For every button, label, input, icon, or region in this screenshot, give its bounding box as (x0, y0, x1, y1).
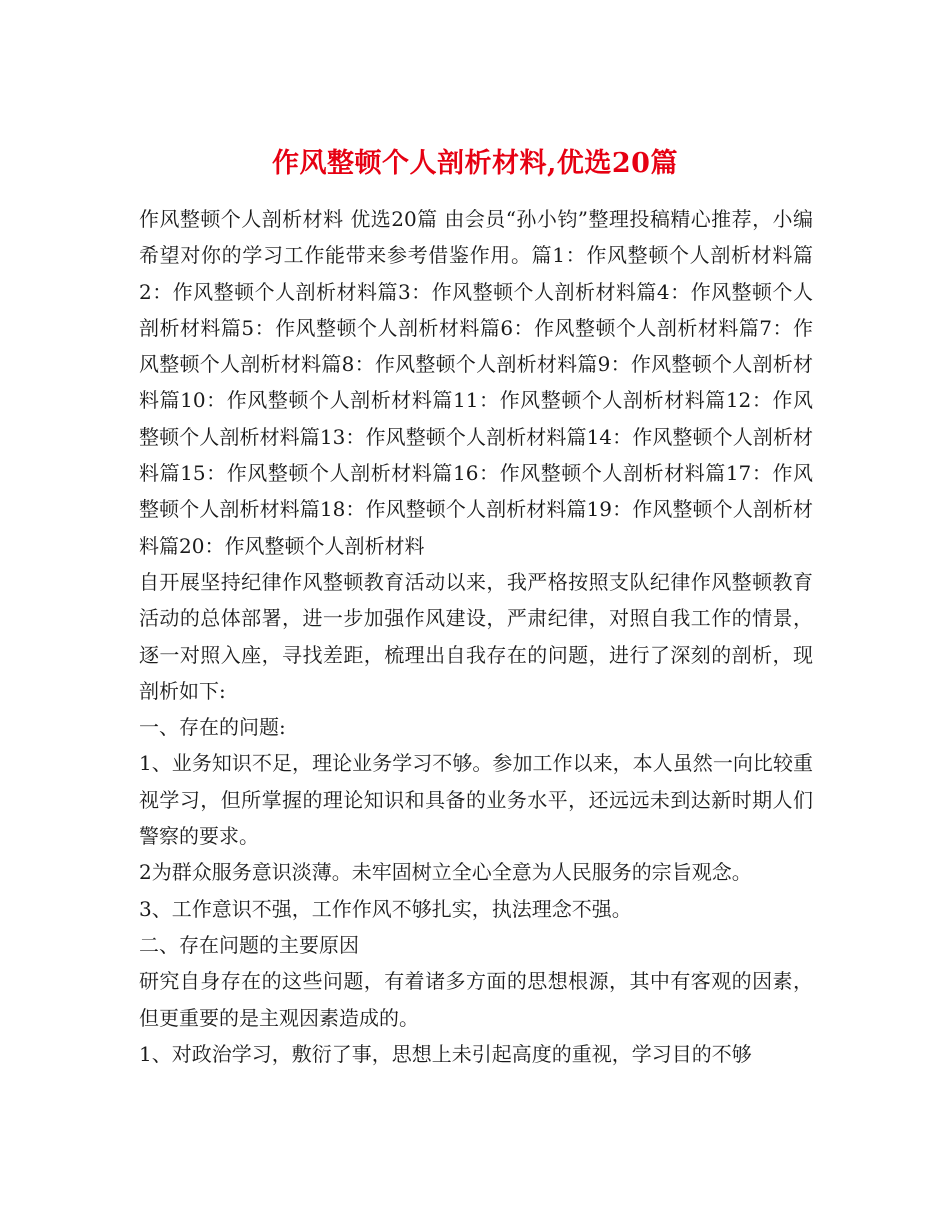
list-item: 1、对政治学习，敷衍了事，思想上未引起高度的重视，学习目的不够 (139, 1041, 752, 1066)
list-item: 1、业务知识不足，理论业务学习不够。参加工作以来，本人虽然一向比较重视学习，但所掌握的理论知识和具备的业务水平，还远远未到达新时期人们警察的要求。 (139, 751, 813, 849)
document-body (139, 201, 813, 1072)
section-heading: 一、存在的问题: (139, 715, 286, 740)
list-item: 2为群众服务意识淡薄。未牢固树立全心全意为人民服务的宗旨观念。 (139, 860, 752, 885)
section-heading: 二、存在问题的主要原因 (139, 932, 359, 957)
list-item: 3、工作意识不强，工作作风不够扎实，执法理念不强。 (139, 896, 632, 921)
intro-paragraph: 作风整顿个人剖析材料 优选20篇 由会员“孙小钧”整理投稿精心推荐，小编希望对你的学习工作能带来参考借鉴作用。篇1：作风整顿个人剖析材料篇2：作风整顿个人剖析材料篇3：作风整顿个人剖析材料篇4：作风整顿个人剖析材料篇5：作风整顿个人剖析材料篇6：作风整顿个人剖析材料篇7：作风整顿个人剖析材料篇8：作风整顿个人剖析材料篇9：作风整顿个人剖析材料篇10：作风整顿个人剖析材料篇11：作风整顿个人剖析材料篇12：作风整顿个人剖析材料篇13：作风整顿个人剖析材料篇14：作风整顿个人剖析材料篇15：作风整顿个人剖析材料篇16：作风整顿个人剖析材料篇17：作风整顿个人剖析材料篇18：作风整顿个人剖析材料篇19：作风整顿个人剖析材料篇20：作风整顿个人剖析材料 (139, 207, 813, 558)
body-paragraph: 研究自身存在的这些问题，有着诸多方面的思想根源，其中有客观的因素，但更重要的是主观因素造成的。 (139, 969, 813, 1030)
body-paragraph: 自开展坚持纪律作风整顿教育活动以来，我严格按照支队纪律作风整顿教育活动的总体部署，进一步加强作风建设，严肃纪律，对照自我工作的情景，逐一对照入座，寻找差距，梳理出自我存在的问题，进行了深刻的剖析，现剖析如下: (139, 569, 813, 703)
document-title: 作风整顿个人剖析材料,优选20篇 (272, 148, 678, 180)
